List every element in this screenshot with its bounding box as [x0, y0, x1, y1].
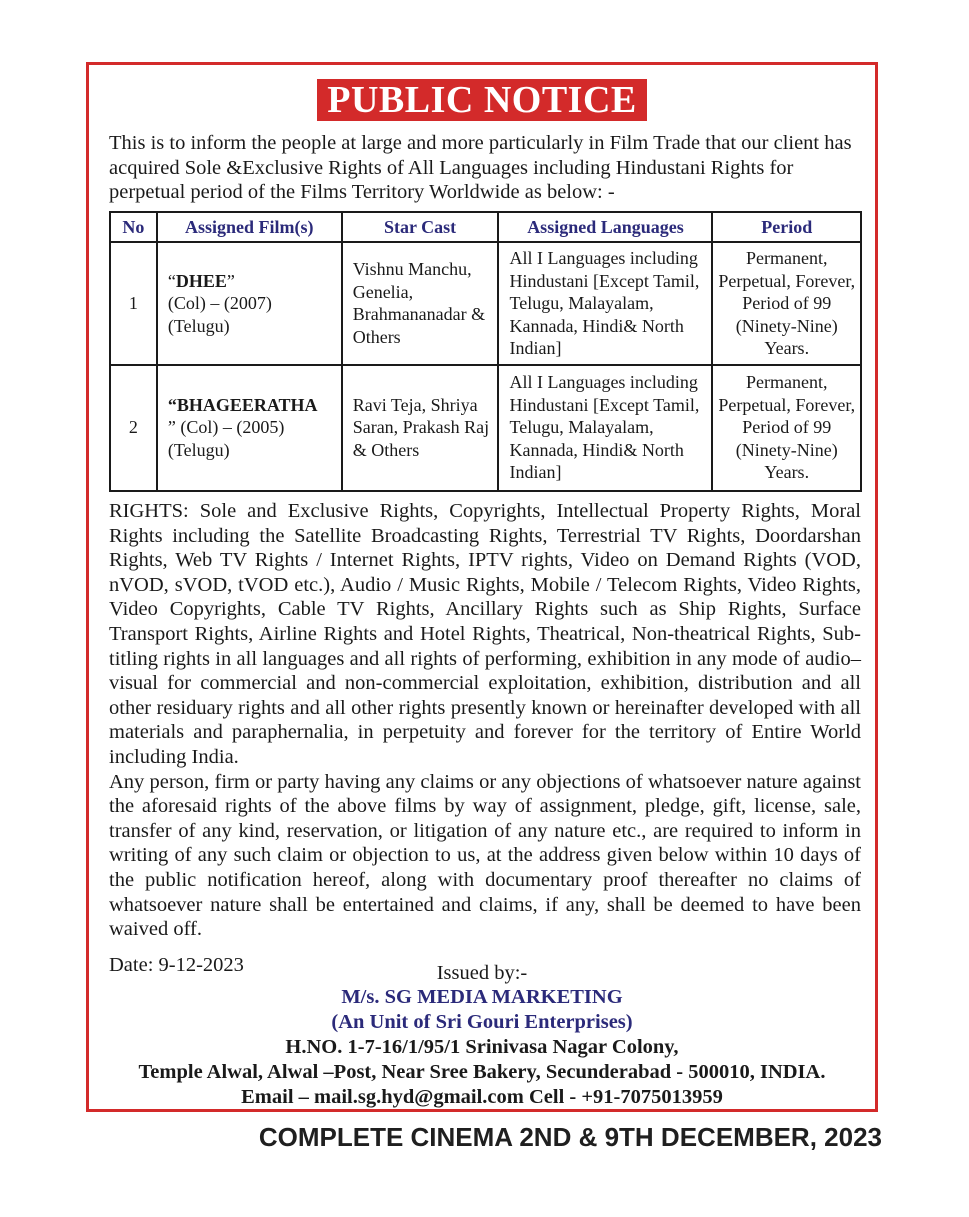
claims-paragraph: Any person, firm or party having any claims or any objections of whatsoever nature against the aforesaid rights of the above films by way of assignment, pledge, gift, license, sale, transfer of any kind, reservation, or litigation of any nature etc., are required to inform in writing of any such claim or objection to us, at the address given below within 10 days of the public notification hereof, along with documentary proof thereafter no claims of whatsoever nature shall be entertained and claims, if any, shall be deemed to have been waived off.: [109, 770, 861, 941]
row-no: 1: [110, 242, 157, 365]
publication-footer: COMPLETE CINEMA 2ND & 9TH DECEMBER, 2023: [258, 1122, 882, 1152]
issuer-block: [89, 985, 875, 1110]
header-film: Assigned Film(s): [157, 212, 342, 242]
row-cast: Vishnu Manchu, Genelia, Brahmananadar & Others: [342, 242, 499, 365]
film-title: DHEE: [175, 270, 227, 291]
row-film: [157, 242, 342, 365]
rights-section: [109, 499, 861, 942]
title-wrapper: [89, 79, 875, 121]
rights-paragraph: RIGHTS: Sole and Exclusive Rights, Copyrights, Intellectual Property Rights, Moral Rights including the Satellite Broadcasting Rights, Terrestrial TV Rights, Doordarshan Rights, Web TV Rights / Internet Rights, IPTV rights, Video on Demand Rights (VOD, nVOD, sVOD, tVOD etc.), Audio / Music Rights, Mobile / Telecom Rights, Video Rights, Video Copyrights, Cable TV Rights, Ancillary Rights such as Ship Rights, Surface Transport Rights, Airline Rights and Hotel Rights, Theatrical, Non-theatrical Rights, Sub-titling rights in all languages and all rights of performing, exhibition in any mode of audio–visual for commercial and non-commercial exploitation, exhibition, distribution and all other residuary rights and all other rights presently known or hereinafter developed with all materials and paraphernalia, in perpetuity and forever for the territory of Entire World including India.: [109, 500, 861, 768]
issued-by-label: Issued by:-: [436, 962, 528, 984]
row-languages: All I Languages including Hindustani [Except Tamil, Telugu, Malayalam, Kannada, Hindi& North Indian]: [498, 365, 712, 491]
header-no: No: [110, 212, 157, 242]
header-period: Period: [712, 212, 861, 242]
header-languages: Assigned Languages: [498, 212, 712, 242]
table-row: [110, 242, 861, 365]
header-cast: Star Cast: [342, 212, 499, 242]
issuer-company: M/s. SG MEDIA MARKETING: [341, 986, 623, 1008]
row-no: 2: [110, 365, 157, 491]
film-quote-open: “: [167, 270, 176, 291]
film-language: (Telugu): [167, 439, 230, 460]
issuer-contact: Email – mail.sg.hyd@gmail.com Cell - +91-7075013959: [241, 1086, 723, 1108]
issuer-address-line2: Temple Alwal, Alwal –Post, Near Sree Bakery, Secunderabad - 500010, INDIA.: [138, 1061, 826, 1083]
notice-title: PUBLIC NOTICE: [317, 79, 647, 121]
notice-date: Date: 9-12-2023: [109, 954, 244, 976]
table-row: [110, 365, 861, 491]
row-film: [157, 365, 342, 491]
row-period: Permanent, Perpetual, Forever, Period of 99 (Ninety-Nine) Years.: [712, 365, 861, 491]
film-quote-close: ”: [226, 270, 235, 291]
film-language: (Telugu): [167, 315, 230, 336]
film-details: (Col) – (2007): [167, 293, 272, 313]
issuer-address-line1: H.NO. 1-7-16/1/95/1 Srinivasa Nagar Colony,: [285, 1036, 679, 1058]
films-table: [109, 211, 862, 492]
public-notice-frame: [86, 62, 878, 1112]
table-header-row: [110, 212, 861, 242]
row-period: Permanent, Perpetual, Forever, Period of 99 (Ninety-Nine) Years.: [712, 242, 861, 365]
issuer-unit: (An Unit of Sri Gouri Enterprises): [331, 1011, 633, 1033]
film-title: “BHAGEERATHA: [167, 394, 318, 415]
row-languages: All I Languages including Hindustani [Except Tamil, Telugu, Malayalam, Kannada, Hindi& North Indian]: [498, 242, 712, 365]
intro-paragraph: This is to inform the people at large and more particularly in Film Trade that our client has acquired Sole &Exclusive Rights of All Languages including Hindustani Rights for perpetual period of the Films Territory Worldwide as below: -: [109, 132, 852, 203]
row-cast: Ravi Teja, Shriya Saran, Prakash Raj & Others: [342, 365, 499, 491]
film-details: ” (Col) – (2005): [167, 417, 285, 438]
